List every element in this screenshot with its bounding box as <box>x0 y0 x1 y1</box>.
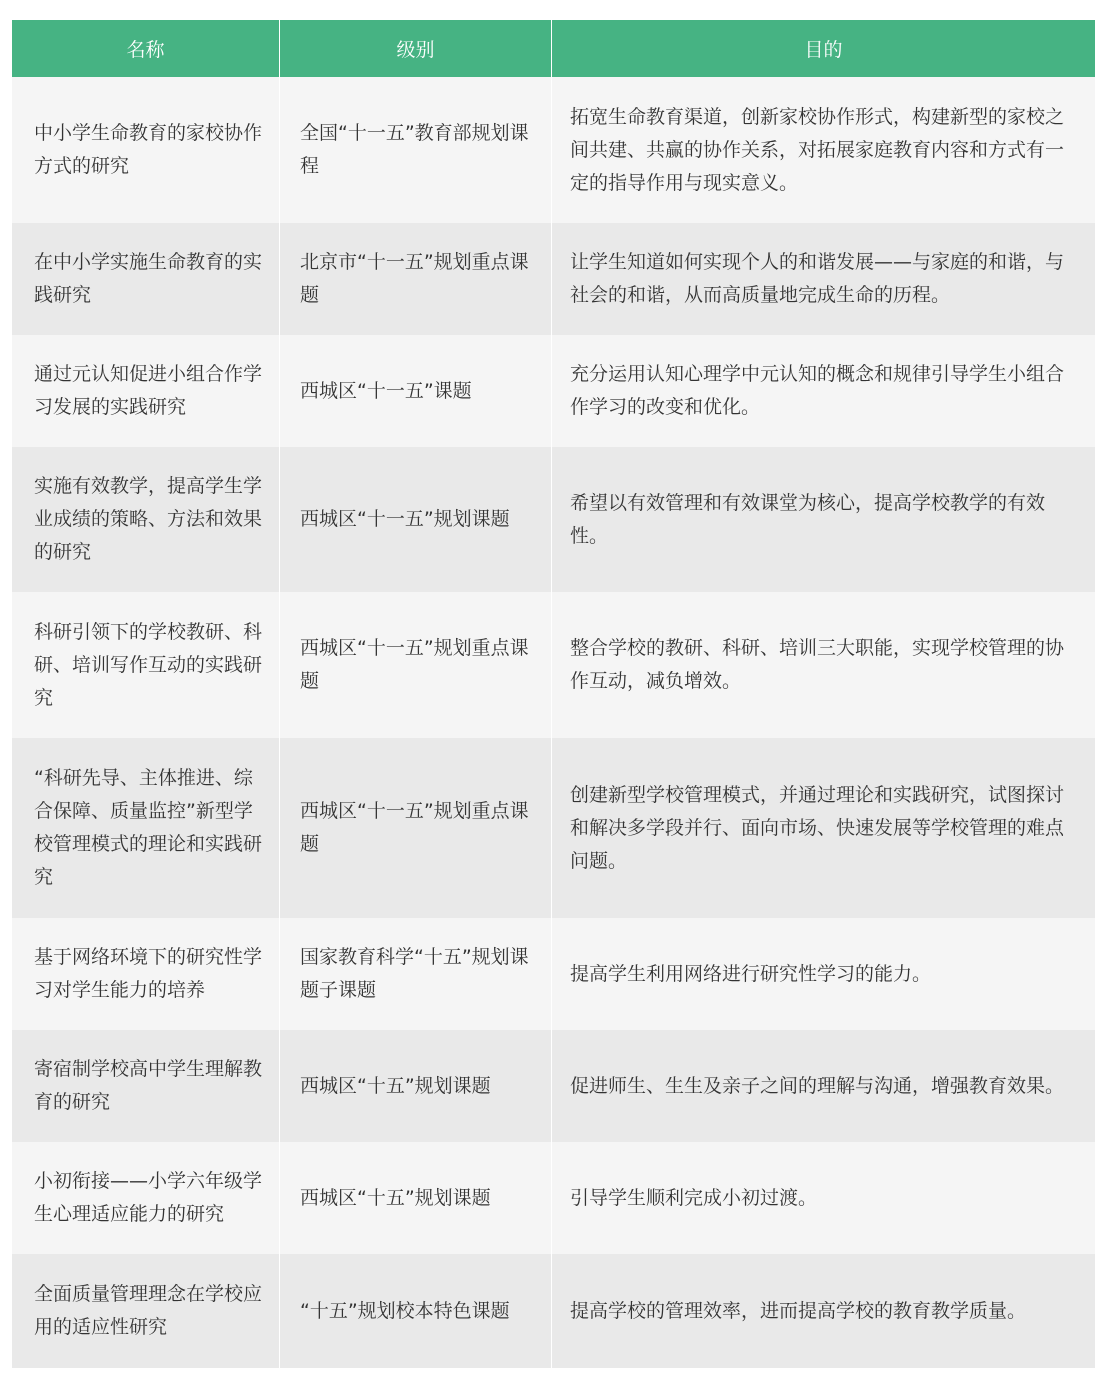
project-level: 西城区“十五”规划课题 <box>300 1186 491 1209</box>
project-purpose: 希望以有效管理和有效课堂为核心，提高学校教学的有效性。 <box>570 491 1046 547</box>
project-purpose: 让学生知道如何实现个人的和谐发展——与家庭的和谐，与社会的和谐，从而高质量地完成生命的历程。 <box>570 251 1065 306</box>
table-row <box>12 1254 1095 1368</box>
project-purpose: 引导学生顺利完成小初过渡。 <box>570 1186 818 1209</box>
project-purpose: 整合学校的教研、科研、培训三大职能，实现学校管理的协作互动，减负增效。 <box>570 637 1065 692</box>
project-level: 西城区“十一五”规划重点课题 <box>300 637 529 692</box>
research-projects-table <box>12 20 1095 1368</box>
project-level: 西城区“十五”规划课题 <box>300 1074 491 1097</box>
project-level: 西城区“十一五”规划课题 <box>300 508 510 530</box>
table-header-row <box>12 20 1095 77</box>
table-row <box>12 1142 1095 1254</box>
project-purpose: 拓宽生命教育渠道，创新家校协作形式，构建新型的家校之间共建、共赢的协作关系，对拓展家庭教育内容和方式有一定的指导作用与现实意义。 <box>570 105 1065 194</box>
project-purpose: 提高学校的管理效率，进而提高学校的教育教学质量。 <box>570 1299 1027 1322</box>
project-purpose: 创建新型学校管理模式，并通过理论和实践研究，试图探讨和解决多学段并行、面向市场、快速发展等学校管理的难点问题。 <box>570 783 1065 872</box>
project-name: 中小学生命教育的家校协作方式的研究 <box>34 122 263 177</box>
project-purpose: 促进师生、生生及亲子之间的理解与沟通，增强教育效果。 <box>570 1074 1065 1097</box>
table-row <box>12 223 1095 335</box>
project-level: 西城区“十一五”规划重点课题 <box>300 800 529 855</box>
table-row <box>12 447 1095 592</box>
project-name: 基于网络环境下的研究性学习对学生能力的培养 <box>34 946 263 1001</box>
header-name: 名称 <box>12 20 280 77</box>
project-purpose: 充分运用认知心理学中元认知的概念和规律引导学生小组合作学习的改变和优化。 <box>570 363 1065 418</box>
project-level: 全国“十一五”教育部规划课程 <box>300 122 529 177</box>
table-row <box>12 77 1095 223</box>
project-name: 科研引领下的学校教研、科研、培训写作互动的实践研究 <box>34 620 263 709</box>
header-purpose: 目的 <box>552 20 1095 77</box>
table-row <box>12 918 1095 1030</box>
project-purpose: 提高学生利用网络进行研究性学习的能力。 <box>570 962 932 985</box>
table-row <box>12 335 1095 447</box>
project-name: 寄宿制学校高中学生理解教育的研究 <box>34 1058 263 1113</box>
project-level: 西城区“十一五”课题 <box>300 379 472 402</box>
project-name: 小初衔接——小学六年级学生心理适应能力的研究 <box>34 1170 263 1225</box>
header-level: 级别 <box>280 20 552 77</box>
table-row <box>12 592 1095 738</box>
project-level: 国家教育科学“十五”规划课题子课题 <box>300 946 529 1001</box>
project-name: 实施有效教学，提高学生学业成绩的策略、方法和效果的研究 <box>34 475 263 563</box>
project-name: 在中小学实施生命教育的实践研究 <box>34 251 263 306</box>
project-level: “十五”规划校本特色课题 <box>300 1299 510 1322</box>
project-name: “科研先导、主体推进、综合保障、质量监控”新型学校管理模式的理论和实践研究 <box>34 767 263 888</box>
project-level: 北京市“十一五”规划重点课题 <box>300 251 529 306</box>
table-row <box>12 738 1095 918</box>
project-name: 全面质量管理理念在学校应用的适应性研究 <box>34 1283 263 1338</box>
table-row <box>12 1030 1095 1142</box>
project-name: 通过元认知促进小组合作学习发展的实践研究 <box>34 363 263 418</box>
